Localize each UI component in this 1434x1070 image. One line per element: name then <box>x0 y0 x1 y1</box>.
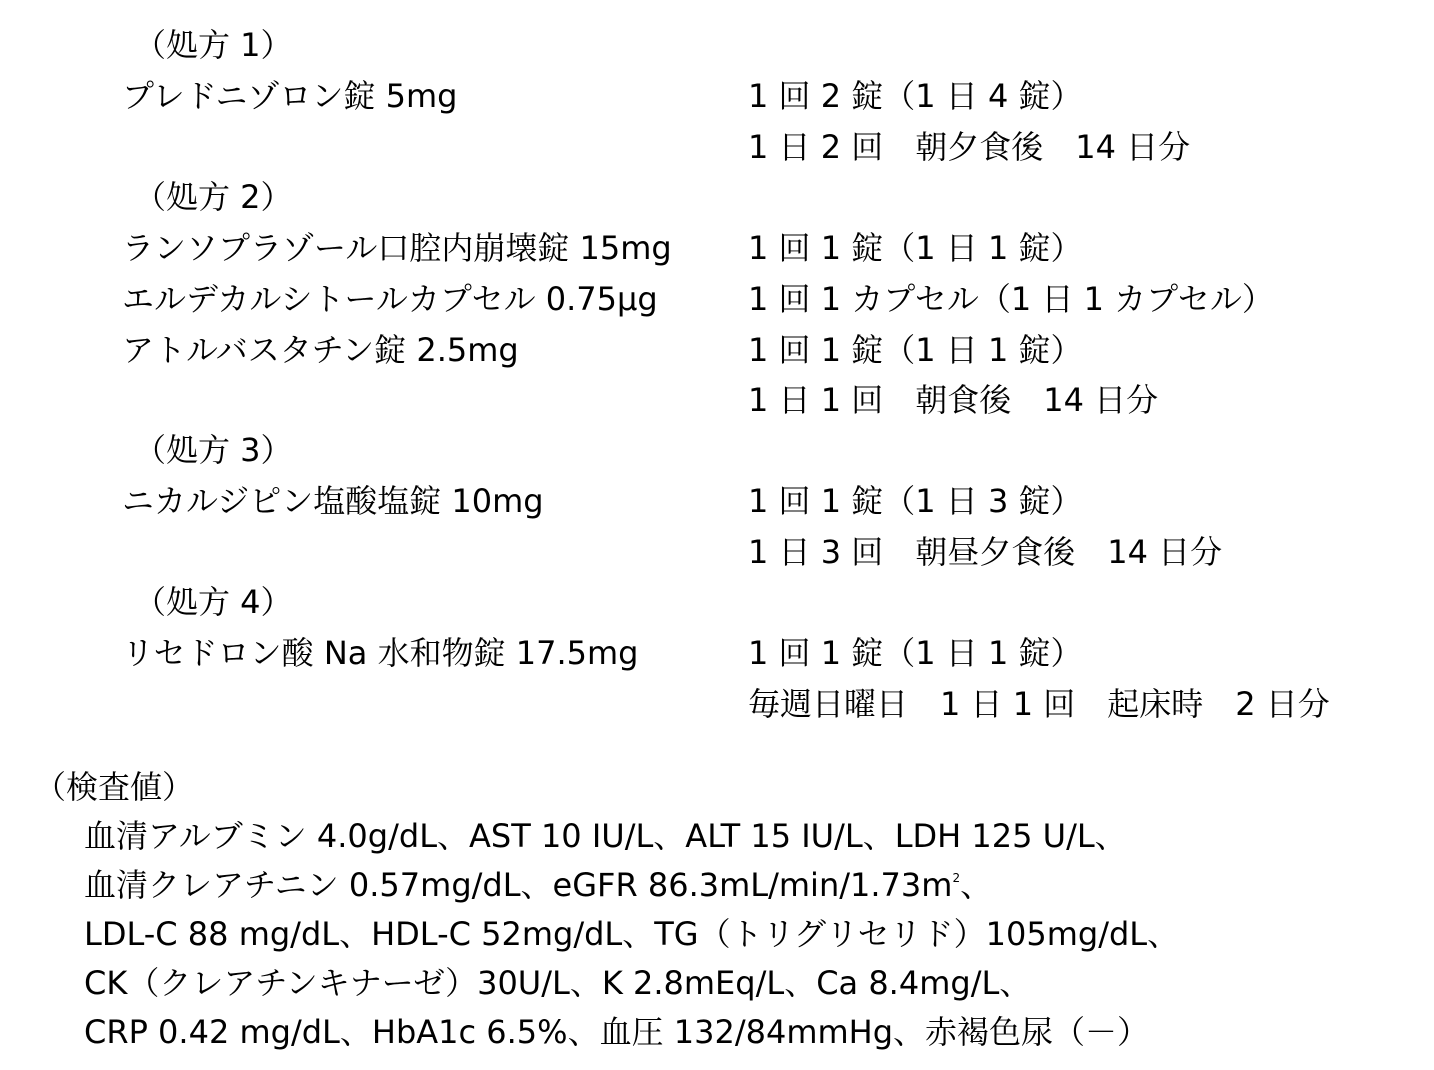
lab-values-header: （検査値） <box>34 768 195 806</box>
prescription-3-dose-1: 1 回 1 錠（1 日 3 錠） <box>748 482 1083 520</box>
prescription-2-drug-1: ランソプラゾール口腔内崩壊錠 15mg <box>122 229 672 267</box>
lab-line-3: LDL-C 88 mg/dL、HDL-C 52mg/dL、TG（トリグリセリド）105mg/dL、 <box>84 915 1180 953</box>
prescription-4-drug-1: リセドロン酸 Na 水和物錠 17.5mg <box>122 634 639 672</box>
prescription-1-header: （処方 1） <box>134 26 293 64</box>
lab-line-2 <box>84 866 993 904</box>
prescription-2-header: （処方 2） <box>134 178 293 216</box>
prescription-4-schedule: 毎週日曜日 1 日 1 回 起床時 2 日分 <box>748 685 1330 723</box>
lab-line-1: 血清アルブミン 4.0g/dL、AST 10 IU/L、ALT 15 IU/L、LDH 125 U/L、 <box>84 817 1127 855</box>
prescription-2-dose-2: 1 回 1 カプセル（1 日 1 カプセル） <box>748 280 1274 318</box>
prescription-1-drug-1: プレドニゾロン錠 5mg <box>122 77 458 115</box>
prescription-3-header: （処方 3） <box>134 431 293 469</box>
prescription-2-drug-2: エルデカルシトールカプセル 0.75μg <box>122 280 658 318</box>
prescription-1-dose-1: 1 回 2 錠（1 日 4 錠） <box>748 77 1083 115</box>
prescription-3-schedule: 1 日 3 回 朝昼夕食後 14 日分 <box>748 533 1223 571</box>
lab-line-2-text: 血清クレアチニン 0.57mg/dL、eGFR 86.3mL/min/1.73m <box>84 866 953 904</box>
lab-line-2-superscript: 2 <box>952 871 961 885</box>
prescription-2-schedule: 1 日 1 回 朝食後 14 日分 <box>748 381 1159 419</box>
prescription-4-dose-1: 1 回 1 錠（1 日 1 錠） <box>748 634 1083 672</box>
lab-line-5: CRP 0.42 mg/dL、HbA1c 6.5%、血圧 132/84mmHg、赤褐色尿（－） <box>84 1013 1150 1051</box>
lab-line-4: CK（クレアチンキナーゼ）30U/L、K 2.8mEq/L、Ca 8.4mg/L、 <box>84 964 1032 1002</box>
prescription-2-dose-3: 1 回 1 錠（1 日 1 錠） <box>748 331 1083 369</box>
prescription-1-schedule: 1 日 2 回 朝夕食後 14 日分 <box>748 128 1191 166</box>
lab-line-2-tail: 、 <box>960 866 993 904</box>
prescription-3-drug-1: ニカルジピン塩酸塩錠 10mg <box>122 482 544 520</box>
prescription-2-drug-3: アトルバスタチン錠 2.5mg <box>122 331 519 369</box>
prescription-4-header: （処方 4） <box>134 583 293 621</box>
prescription-2-dose-1: 1 回 1 錠（1 日 1 錠） <box>748 229 1083 267</box>
